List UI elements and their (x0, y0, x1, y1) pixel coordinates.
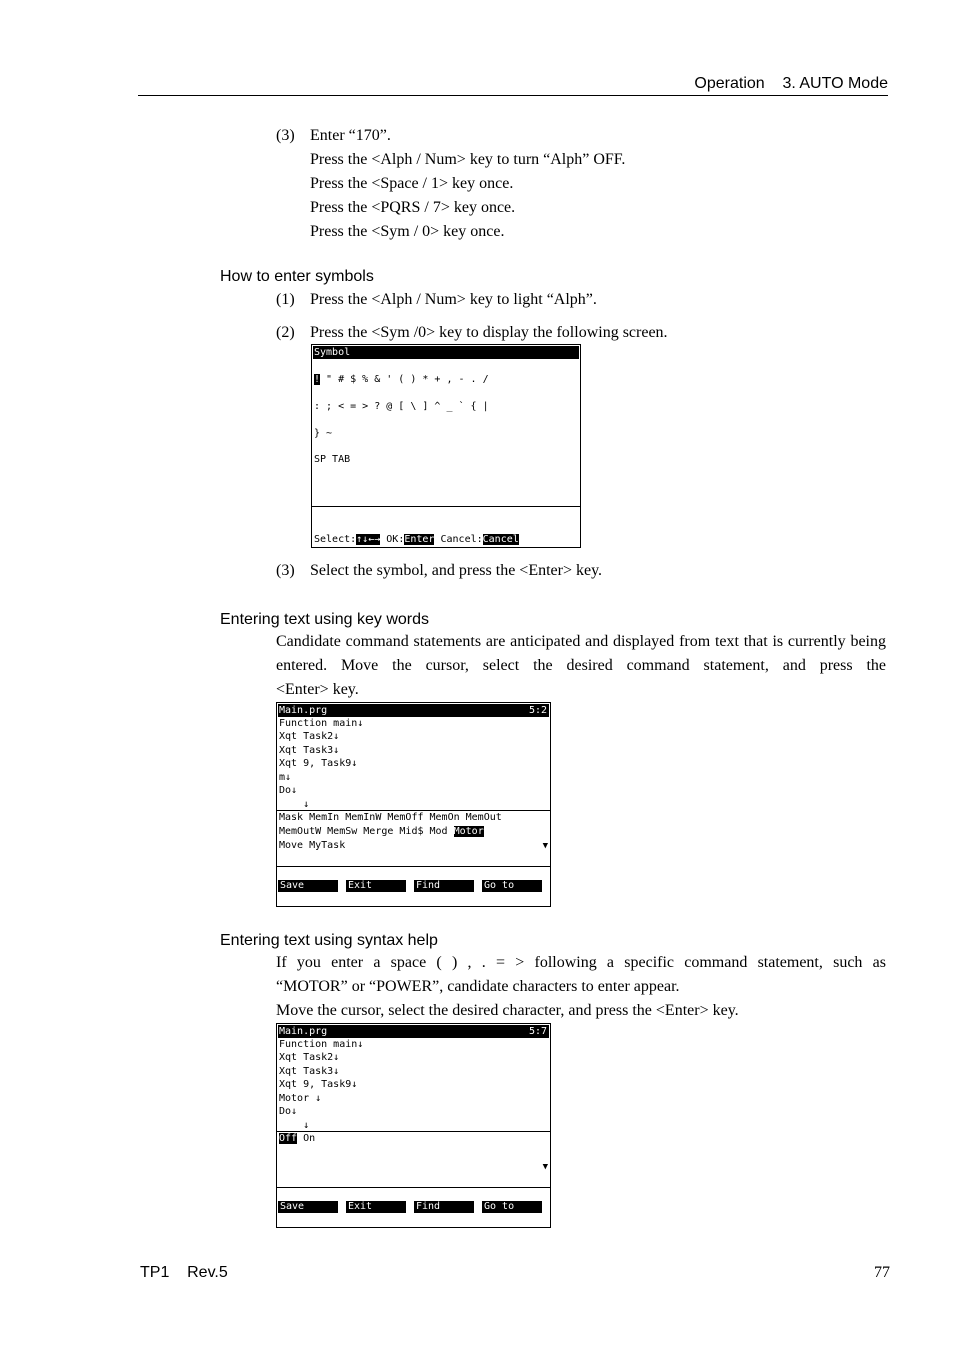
cursor-position: 5:2 (528, 705, 547, 716)
enter-key[interactable]: Enter (404, 534, 435, 545)
symbol-screen (311, 344, 581, 548)
code-line[interactable]: Function main↓ (279, 1039, 364, 1050)
paragraph-text-last: <Enter> key. (276, 681, 359, 698)
cancel-label: Cancel: (440, 534, 483, 545)
symbol-cursor[interactable]: ! (314, 374, 321, 385)
ok-label: OK: (386, 534, 405, 545)
goto-button[interactable]: Go to (482, 880, 542, 892)
scroll-down-icon: ▼ (542, 1162, 548, 1172)
save-button[interactable]: Save (278, 880, 338, 892)
candidate-option[interactable]: On (297, 1133, 316, 1144)
exit-button[interactable]: Exit (346, 1201, 406, 1213)
step-number: (3) (276, 562, 295, 579)
footer-doc-id: TP1 Rev.5 (140, 1264, 228, 1281)
symbol-row-4[interactable]: SP TAB (314, 454, 351, 465)
screen-guide-bar (314, 534, 519, 546)
code-line[interactable]: Xqt 9, Task9↓ (279, 758, 358, 769)
candidate-list[interactable]: MemOutW MemSw Merge Mid$ Mod (279, 826, 454, 837)
code-line[interactable]: Motor ↓ (279, 1093, 322, 1104)
candidate-row[interactable]: Move MyTask (279, 840, 346, 851)
code-line[interactable]: Xqt Task3↓ (279, 745, 340, 756)
syntax-help-screen (276, 1023, 551, 1228)
editor-title-bar (278, 704, 549, 717)
code-line[interactable]: Xqt Task3↓ (279, 1066, 340, 1077)
symbol-row-2[interactable]: : ; < = > ? @ [ \ ] ^ _ ` { | (314, 401, 489, 412)
code-line[interactable]: Function main↓ (279, 718, 364, 729)
scroll-down-icon: ▼ (542, 841, 548, 851)
paragraph-text: If you enter a space ( ) , . = > following a specific command statement, such as (276, 954, 886, 971)
code-line[interactable]: Do↓ (279, 1106, 298, 1117)
keyword-editor-screen (276, 702, 551, 907)
candidate-row[interactable]: Mask MemIn MemInW MemOff MemOn MemOut (279, 812, 502, 823)
screen-divider (277, 866, 550, 867)
page-number: 77 (874, 1264, 890, 1281)
step-number: (1) (276, 291, 295, 308)
exit-button[interactable]: Exit (346, 880, 406, 892)
code-line[interactable]: m↓ (279, 772, 292, 783)
cancel-key[interactable]: Cancel (482, 534, 519, 545)
selected-candidate[interactable]: Off (279, 1133, 298, 1144)
candidate-row[interactable] (279, 1133, 315, 1145)
selected-candidate[interactable]: Motor (453, 826, 484, 837)
goto-button[interactable]: Go to (482, 1201, 542, 1213)
screen-divider (277, 810, 550, 811)
select-label: Select: (314, 534, 357, 545)
code-line[interactable]: Xqt 9, Task9↓ (279, 1079, 358, 1090)
file-name: Main.prg (279, 705, 328, 716)
header-rule (138, 95, 888, 96)
paragraph-text: Candidate command statements are anticipated and displayed from text that is currently being entered. Move the cursor, select the desired command statement, and press the (276, 633, 886, 674)
section-paragraph (276, 630, 886, 702)
running-header: Operation 3. AUTO Mode (694, 75, 888, 92)
symbol-row-1 (314, 374, 489, 386)
section-paragraph (276, 951, 886, 1023)
save-button[interactable]: Save (278, 1201, 338, 1213)
step-line: Press the <PQRS / 7> key once. (310, 199, 516, 216)
section-heading: Entering text using syntax help (220, 932, 438, 949)
step-line: Press the <Sym /0> key to display the following screen. (310, 324, 668, 341)
step-line: Press the <Space / 1> key once. (310, 175, 514, 192)
step-line: Select the symbol, and press the <Enter> key. (310, 562, 603, 579)
candidate-row[interactable] (279, 826, 484, 838)
screen-divider (277, 1187, 550, 1188)
screen-title: Symbol (313, 346, 579, 359)
section-heading: How to enter symbols (220, 268, 374, 285)
paragraph-text: Move the cursor, select the desired character, and press the <Enter> key. (276, 1002, 739, 1019)
paragraph-text: “MOTOR” or “POWER”, candidate characters to enter appear. (276, 978, 680, 995)
section-heading: Entering text using key words (220, 611, 429, 628)
cursor-position: 5:7 (528, 1026, 547, 1037)
step-line: Press the <Alph / Num> key to turn “Alph” OFF. (310, 151, 626, 168)
find-button[interactable]: Find (414, 1201, 474, 1213)
step-line: Press the <Alph / Num> key to light “Alph”. (310, 291, 597, 308)
symbol-row-3[interactable]: } ~ (314, 428, 333, 439)
editor-title-bar (278, 1025, 549, 1038)
arrow-keys-icon: ↑↓←→ (356, 534, 381, 545)
symbol-list[interactable]: " # $ % & ' ( ) * + , - . / (320, 374, 489, 385)
code-line[interactable]: Do↓ (279, 785, 298, 796)
file-name: Main.prg (279, 1026, 328, 1037)
step-number: (2) (276, 324, 295, 341)
code-line[interactable]: Xqt Task2↓ (279, 731, 340, 742)
screen-divider (277, 1131, 550, 1132)
step-number: (3) (276, 127, 295, 144)
code-line[interactable]: Xqt Task2↓ (279, 1052, 340, 1063)
step-line: Enter “170”. (310, 127, 391, 144)
code-line[interactable]: ↓ (279, 799, 310, 810)
step-line: Press the <Sym / 0> key once. (310, 223, 505, 240)
find-button[interactable]: Find (414, 880, 474, 892)
screen-divider (312, 506, 580, 507)
code-line[interactable]: ↓ (279, 1120, 310, 1131)
